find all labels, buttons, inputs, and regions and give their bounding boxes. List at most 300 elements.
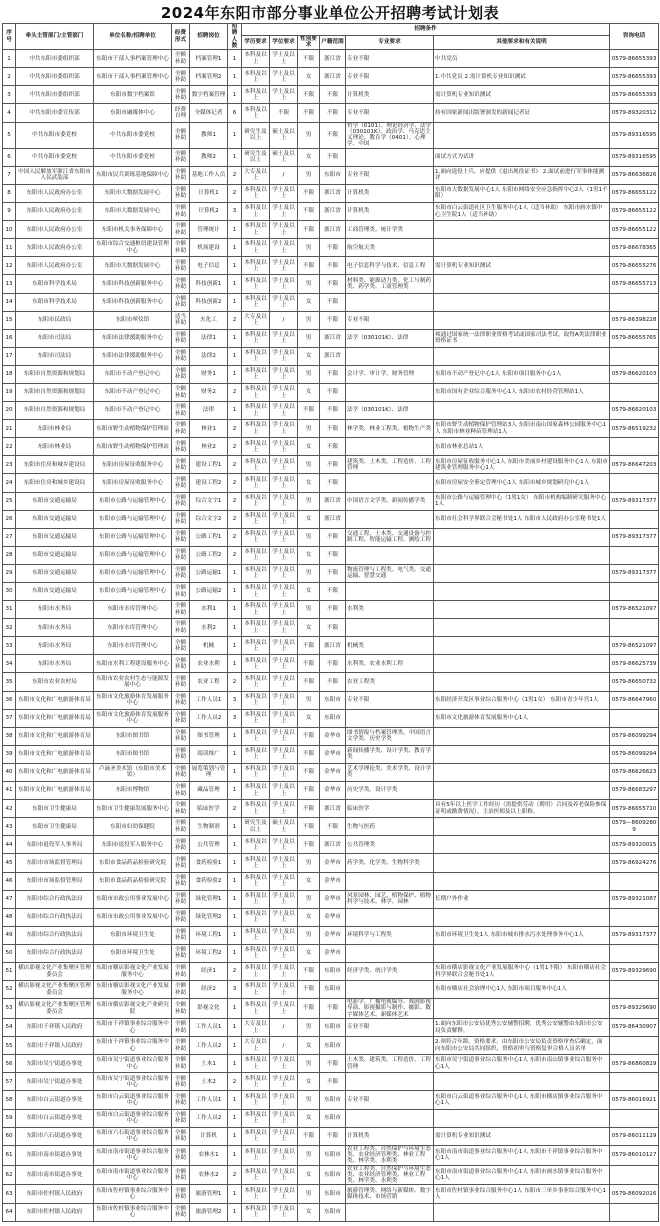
cell-edu: 本科及以上 <box>242 420 270 438</box>
cell-seq: 45 <box>3 854 16 872</box>
cell-position: 公路工程2 <box>190 546 228 564</box>
cell-degree: 学士及以上 <box>270 962 298 980</box>
cell-position: 计算机2 <box>190 203 228 221</box>
cell-phone: 0579-89329690 <box>610 999 659 1019</box>
cell-gender: 不限 <box>298 999 320 1019</box>
cell-phone: 0579-86655710 <box>610 800 659 818</box>
cell-seq: 9 <box>3 203 16 221</box>
cell-unit: 东阳市水库管理中心 <box>94 601 172 619</box>
cell-funding: 全额补助 <box>172 329 190 347</box>
cell-degree: 学士及以上 <box>270 347 298 365</box>
cell-domicile: 不限 <box>320 999 346 1019</box>
cell-degree: 学士及以上 <box>270 601 298 619</box>
cell-degree: 学士及以上 <box>270 926 298 944</box>
cell-gender: 女 <box>298 546 320 564</box>
cell-position: 工作人员1 <box>190 691 228 709</box>
cell-degree: 学士及以上 <box>270 1127 298 1145</box>
cell-degree: 学士及以上 <box>270 836 298 854</box>
cell-other: 需计算机专业知识测试 <box>434 1127 610 1145</box>
cell-edu: 本科及以上 <box>242 872 270 890</box>
cell-unit: 东阳市环境卫生处 <box>94 944 172 962</box>
cell-gender: 不限 <box>298 257 320 275</box>
cell-degree: 学士及以上 <box>270 691 298 709</box>
cell-seq: 59 <box>3 1109 16 1127</box>
cell-gender: 男 <box>298 239 320 257</box>
cell-position: 火化工 <box>190 311 228 329</box>
cell-position: 基地工作人员 <box>190 166 228 184</box>
cell-other: 1.面向东阳市公安局优秀公安辅警招聘，优秀公安辅警由东阳市公安局负责解释。 <box>434 1019 610 1037</box>
cell-count: 2 <box>228 510 242 528</box>
cell-phone: 0579-89317377 <box>610 528 659 546</box>
cell-major <box>346 1037 434 1055</box>
cell-major <box>346 438 434 456</box>
table-row <box>3 944 659 962</box>
cell-domicile: 浙江省 <box>320 492 346 510</box>
cell-major: 环境科学与工程类 <box>346 926 434 944</box>
cell-edu: 本科及以上 <box>242 402 270 420</box>
cell-position: 旅游管理1 <box>190 1185 228 1203</box>
cell-phone <box>610 546 659 564</box>
cell-dept: 东阳市文化和广电旅游体育局 <box>16 745 94 763</box>
cell-position: 农林水2 <box>190 1165 228 1185</box>
cell-position: 法律 <box>190 402 228 420</box>
cell-gender: 女 <box>298 347 320 365</box>
table-row <box>3 275 659 293</box>
cell-degree: 硕士及以上 <box>270 148 298 166</box>
cell-dept: 东阳市吴宁街道办事处 <box>16 1073 94 1091</box>
cell-unit: 东阳市食品药品检验研究院 <box>94 872 172 890</box>
cell-gender: 男 <box>298 601 320 619</box>
cell-degree: 学士及以上 <box>270 944 298 962</box>
cell-count: 2 <box>228 546 242 564</box>
cell-seq: 51 <box>3 962 16 980</box>
table-row <box>3 329 659 347</box>
cell-major: 计算机类 <box>346 86 434 104</box>
cell-dept: 东阳市综合行政执法局 <box>16 944 94 962</box>
cell-count: 1 <box>228 1037 242 1055</box>
cell-gender: 男 <box>298 166 320 184</box>
cell-other <box>434 637 610 655</box>
cell-gender: 男 <box>298 365 320 383</box>
cell-funding: 全额补助 <box>172 601 190 619</box>
cell-dept: 东阳市卫生健康局 <box>16 800 94 818</box>
cell-seq: 49 <box>3 926 16 944</box>
cell-unit: 东阳市数字档案馆 <box>94 86 172 104</box>
cell-other <box>434 347 610 365</box>
cell-major <box>346 709 434 727</box>
cell-major <box>346 1109 434 1127</box>
cell-other <box>434 311 610 329</box>
cell-gender: 不限 <box>298 50 320 68</box>
cell-other: 面试方式为试讲 <box>434 148 610 166</box>
cell-other: 东阳经济开发区事业综合服务中心（1男1女） 东阳市青少年宫1人 <box>434 691 610 709</box>
cell-degree: 学士及以上 <box>270 673 298 691</box>
cell-position: 农业水利 <box>190 655 228 673</box>
cell-count: 1 <box>228 782 242 800</box>
cell-dept: 东阳市自然资源和规划局 <box>16 402 94 420</box>
header-count: 招聘人数 <box>228 24 242 50</box>
cell-position: 临床医学 <box>190 800 228 818</box>
cell-count: 1 <box>228 1145 242 1165</box>
cell-seq: 61 <box>3 1145 16 1165</box>
cell-domicile: 不限 <box>320 293 346 311</box>
cell-dept: 东阳市司法局 <box>16 329 94 347</box>
cell-phone: 0579-86655276 <box>610 257 659 275</box>
cell-domicile: 浙江省 <box>320 347 346 365</box>
cell-gender: 男 <box>298 1019 320 1037</box>
table-row <box>3 239 659 257</box>
cell-other <box>434 727 610 745</box>
cell-degree: 硕士及以上 <box>270 818 298 836</box>
cell-other <box>434 782 610 800</box>
cell-other <box>434 275 610 293</box>
cell-dept: 东阳市文化和广电旅游体育局 <box>16 727 94 745</box>
cell-edu: 研究生及以上 <box>242 148 270 166</box>
cell-dept: 东阳市交通运输局 <box>16 564 94 582</box>
cell-unit: 东阳市南市街道事业综合服务中心 <box>94 1145 172 1165</box>
cell-count: 1 <box>228 221 242 239</box>
cell-edu: 本科及以上 <box>242 763 270 781</box>
table-row <box>3 908 659 926</box>
cell-other: 东阳市国有企业综合服务中心1人 东阳市农村经营管理站1人 <box>434 383 610 401</box>
cell-dept: 东阳市交通运输局 <box>16 546 94 564</box>
cell-position: 土木2 <box>190 1073 228 1091</box>
cell-other <box>434 402 610 420</box>
cell-dept: 东阳市综合行政执法局 <box>16 890 94 908</box>
cell-dept: 东阳市佐村镇人民政府 <box>16 1203 94 1221</box>
cell-degree: / <box>270 166 298 184</box>
cell-degree: 学士及以上 <box>270 800 298 818</box>
cell-phone: 0579-86924276 <box>610 854 659 872</box>
cell-seq: 1 <box>3 50 16 68</box>
cell-phone <box>610 474 659 492</box>
cell-edu: 研究生及以上 <box>242 818 270 836</box>
cell-phone: 0579-89317377 <box>610 926 659 944</box>
cell-gender: 不限 <box>298 203 320 221</box>
table-row <box>3 510 659 528</box>
cell-funding: 全额补助 <box>172 293 190 311</box>
table-row <box>3 257 659 275</box>
cell-degree: 学士及以上 <box>270 293 298 311</box>
cell-funding: 经费自理 <box>172 104 190 122</box>
cell-dept: 东阳市南市街道办事处 <box>16 1145 94 1165</box>
cell-major <box>346 383 434 401</box>
cell-dept: 东阳市千祥镇人民政府 <box>16 1037 94 1055</box>
cell-other: 东阳市房屋安全鉴定管理中心1人 东阳市城乡规划研究中心1人 <box>434 474 610 492</box>
cell-gender: 不限 <box>298 763 320 781</box>
cell-phone <box>610 619 659 637</box>
cell-phone: 0579-89329690 <box>610 962 659 980</box>
cell-phone: 0579-86016921 <box>610 1091 659 1109</box>
cell-unit: 东阳市卫生健康发展服务中心 <box>94 800 172 818</box>
cell-domicile: 金华市 <box>320 926 346 944</box>
cell-position: 工作人员1 <box>190 1019 228 1037</box>
cell-position: 公共管理 <box>190 836 228 854</box>
cell-funding: 全额补助 <box>172 420 190 438</box>
table-row <box>3 438 659 456</box>
cell-dept: 东阳市文化和广电旅游体育局 <box>16 709 94 727</box>
cell-position: 科技创新2 <box>190 293 228 311</box>
cell-unit: 东阳市野生动植物保护管理站 <box>94 438 172 456</box>
cell-domicile: 不限 <box>320 601 346 619</box>
cell-position: 计算机1 <box>190 184 228 202</box>
cell-unit: 东阳市干部人事档案管理中心 <box>94 50 172 68</box>
cell-count: 6 <box>228 104 242 122</box>
cell-other <box>434 763 610 781</box>
cell-other: 东阳市大数据发展中心1人 东阳市网络安全应急指挥中心2人（1男1不限） <box>434 184 610 202</box>
cell-dept: 东阳市农业农村局 <box>16 673 94 691</box>
header-dept: 牵头主管部门/主管部门 <box>16 24 94 50</box>
cell-count: 1 <box>228 365 242 383</box>
cell-domicile: 东阳市 <box>320 691 346 709</box>
cell-major: 专业不限 <box>346 166 434 184</box>
table-row <box>3 365 659 383</box>
cell-seq: 57 <box>3 1073 16 1091</box>
cell-funding: 全额补助 <box>172 583 190 601</box>
cell-count: 1 <box>228 564 242 582</box>
cell-position: 经济1 <box>190 962 228 980</box>
cell-dept: 东阳市林业局 <box>16 420 94 438</box>
table-row <box>3 474 659 492</box>
cell-other <box>434 908 610 926</box>
cell-edu: 本科及以上 <box>242 1109 270 1127</box>
cell-funding: 全额补助 <box>172 564 190 582</box>
cell-phone: 0579-86092016 <box>610 1185 659 1203</box>
cell-unit: 东阳市大数据发展中心 <box>94 257 172 275</box>
table-row <box>3 456 659 474</box>
cell-gender: 女 <box>298 709 320 727</box>
cell-position: 计算机 <box>190 1127 228 1145</box>
table-row <box>3 564 659 582</box>
cell-count: 1 <box>228 257 242 275</box>
cell-phone <box>610 709 659 727</box>
cell-gender: 女 <box>298 438 320 456</box>
cell-edu: 本科及以上 <box>242 68 270 86</box>
cell-seq: 44 <box>3 836 16 854</box>
cell-other: 长期户外作业 <box>434 890 610 908</box>
cell-position: 机场建设 <box>190 239 228 257</box>
cell-funding: 全额补助 <box>172 1185 190 1203</box>
cell-phone: 0579-86521097 <box>610 601 659 619</box>
cell-domicile: 不限 <box>320 474 346 492</box>
cell-dept: 东阳市交通运输局 <box>16 583 94 601</box>
page-title: 2024年东阳市部分事业单位公开招聘考试计划表 <box>160 4 500 22</box>
cell-count: 2 <box>228 800 242 818</box>
cell-count: 1 <box>228 944 242 962</box>
cell-gender: 不限 <box>298 104 320 122</box>
cell-funding: 全额补助 <box>172 727 190 745</box>
cell-seq: 30 <box>3 583 16 601</box>
cell-position: 工作人员1 <box>190 1091 228 1109</box>
cell-gender: 不限 <box>298 836 320 854</box>
cell-degree: 学士及以上 <box>270 782 298 800</box>
cell-other <box>434 999 610 1019</box>
cell-seq: 7 <box>3 166 16 184</box>
cell-position: 工作人员2 <box>190 709 228 727</box>
cell-phone <box>610 1073 659 1091</box>
cell-degree: 学士及以上 <box>270 184 298 202</box>
cell-funding: 全额补助 <box>172 655 190 673</box>
cell-position: 全媒体记者 <box>190 104 228 122</box>
cell-edu: 本科及以上 <box>242 275 270 293</box>
cell-gender: 男 <box>298 492 320 510</box>
cell-gender: 男 <box>298 1185 320 1203</box>
cell-count: 1 <box>228 148 242 166</box>
cell-major: 专业不限 <box>346 1091 434 1109</box>
cell-domicile: 金华市 <box>320 944 346 962</box>
cell-other: 东阳市横店影视文化产业发展服务中心（1男1不限） 东阳市横店社会科学界联合会秘书处1人 <box>434 962 610 980</box>
cell-domicile: 不限 <box>320 673 346 691</box>
cell-dept: 东阳市水务局 <box>16 601 94 619</box>
cell-domicile: 金华市 <box>320 908 346 926</box>
cell-position: 财务2 <box>190 383 228 401</box>
cell-count: 2 <box>228 383 242 401</box>
cell-funding: 全额补助 <box>172 257 190 275</box>
cell-domicile: 不限 <box>320 583 346 601</box>
cell-gender: 不限 <box>298 782 320 800</box>
cell-position: 环境工程1 <box>190 926 228 944</box>
cell-degree: 学士及以上 <box>270 492 298 510</box>
cell-phone: 0579-86678365 <box>610 239 659 257</box>
cell-dept: 东阳市佐村镇人民政府 <box>16 1185 94 1203</box>
cell-major <box>346 944 434 962</box>
cell-seq: 58 <box>3 1091 16 1109</box>
cell-domicile: 浙江省 <box>320 510 346 528</box>
cell-funding: 全额补助 <box>172 709 190 727</box>
cell-funding: 全额补助 <box>172 944 190 962</box>
cell-seq: 54 <box>3 1019 16 1037</box>
table-row <box>3 311 659 329</box>
cell-other: 东阳市环境卫生处1人 东阳市城市排水污水处理事务中心1人 <box>434 926 610 944</box>
cell-gender: 不限 <box>298 818 320 836</box>
cell-other <box>434 583 610 601</box>
cell-seq: 32 <box>3 619 16 637</box>
cell-edu: 本科及以上 <box>242 492 270 510</box>
cell-domicile: 金华市 <box>320 745 346 763</box>
cell-degree: 学士及以上 <box>270 329 298 347</box>
cell-seq: 12 <box>3 257 16 275</box>
cell-major: 机械类 <box>346 637 434 655</box>
cell-unit: 东阳市房屋征收服务中心 <box>94 474 172 492</box>
cell-phone: 0579-86655393 <box>610 68 659 86</box>
cell-count: 1 <box>228 1109 242 1127</box>
cell-unit: 东阳市环境卫生处 <box>94 926 172 944</box>
table-row <box>3 122 659 148</box>
cell-phone <box>610 908 659 926</box>
cell-seq: 36 <box>3 691 16 709</box>
cell-edu: 本科及以上 <box>242 329 270 347</box>
cell-phone: 0579-86620103 <box>610 402 659 420</box>
cell-position: 建设工程1 <box>190 456 228 474</box>
cell-funding: 全额补助 <box>172 926 190 944</box>
cell-major: 专业不限 <box>346 50 434 68</box>
header-degree: 学位要求 <box>270 35 298 49</box>
cell-gender: 不限 <box>298 637 320 655</box>
cell-degree: 学士及以上 <box>270 872 298 890</box>
cell-domicile: 不限 <box>320 383 346 401</box>
cell-position: 水利1 <box>190 601 228 619</box>
cell-dept: 东阳市司法局 <box>16 347 94 365</box>
cell-other: 1.面向退役士兵，应提供《退出现役证书》 2.面试前进行军事体能测评 <box>434 166 610 184</box>
cell-funding: 全额补助 <box>172 438 190 456</box>
cell-unit: 东阳市市政公用事业发展中心 <box>94 908 172 926</box>
cell-domicile: 金华市 <box>320 854 346 872</box>
cell-degree: 学士及以上 <box>270 1109 298 1127</box>
cell-unit: 东阳市公路与运输管理中心 <box>94 583 172 601</box>
cell-edu: 研究生及以上 <box>242 122 270 148</box>
cell-unit: 东阳市不动产登记中心 <box>94 383 172 401</box>
cell-degree: 硕士及以上 <box>270 122 298 148</box>
cell-dept: 东阳市综合行政执法局 <box>16 908 94 926</box>
cell-gender: 不限 <box>298 673 320 691</box>
cell-funding: 全额补助 <box>172 619 190 637</box>
cell-unit: 东阳市科技创新服务中心 <box>94 293 172 311</box>
table-row <box>3 546 659 564</box>
cell-gender: 男 <box>298 1091 320 1109</box>
cell-unit: 东阳市千祥镇事业综合服务中心 <box>94 1037 172 1055</box>
cell-seq: 2 <box>3 68 16 86</box>
cell-seq: 35 <box>3 673 16 691</box>
cell-funding: 全额补助 <box>172 184 190 202</box>
cell-unit: 东阳市图书馆 <box>94 727 172 745</box>
cell-domicile: 东阳市 <box>320 1019 346 1037</box>
table-row <box>3 1203 659 1221</box>
table-row <box>3 1055 659 1073</box>
cell-edu: 本科及以上 <box>242 239 270 257</box>
cell-position: 阅读推广 <box>190 745 228 763</box>
cell-degree: 学士及以上 <box>270 239 298 257</box>
cell-edu: 本科及以上 <box>242 203 270 221</box>
cell-domicile: 不限 <box>320 86 346 104</box>
cell-funding: 全额补助 <box>172 50 190 68</box>
cell-major <box>346 474 434 492</box>
cell-seq: 3 <box>3 86 16 104</box>
cell-gender: 不限 <box>298 184 320 202</box>
cell-count: 1 <box>228 50 242 68</box>
cell-major: 水利类、农业水利工程 <box>346 655 434 673</box>
cell-major: 专业不限 <box>346 691 434 709</box>
cell-dept: 东阳市自然资源和规划局 <box>16 383 94 401</box>
cell-seq: 17 <box>3 347 16 365</box>
cell-phone: 0579-86683297 <box>610 782 659 800</box>
cell-position: 土木1 <box>190 1055 228 1073</box>
cell-other <box>434 745 610 763</box>
cell-phone <box>610 1165 659 1185</box>
cell-domicile: 不限 <box>320 564 346 582</box>
cell-dept: 东阳市科学技术局 <box>16 293 94 311</box>
table-row <box>3 962 659 980</box>
cell-edu: 本科及以上 <box>242 709 270 727</box>
cell-funding: 全额补助 <box>172 763 190 781</box>
cell-unit: 东阳市融媒体中心 <box>94 104 172 122</box>
cell-funding: 全额补助 <box>172 691 190 709</box>
cell-domicile: 东阳市 <box>320 1203 346 1221</box>
cell-other <box>434 564 610 582</box>
cell-unit: 东阳市科技创新服务中心 <box>94 275 172 293</box>
cell-seq: 6 <box>3 148 16 166</box>
cell-dept: 东阳市吴宁街道办事处 <box>16 1055 94 1073</box>
cell-edu: 本科及以上 <box>242 1073 270 1091</box>
table-row <box>3 999 659 1019</box>
cell-dept: 中共东阳市委党校 <box>16 122 94 148</box>
table-row <box>3 492 659 510</box>
cell-count: 1 <box>228 908 242 926</box>
cell-gender: 不限 <box>298 981 320 999</box>
cell-funding: 全额补助 <box>172 836 190 854</box>
cell-major <box>346 347 434 365</box>
cell-domicile: 不限 <box>320 122 346 148</box>
cell-edu: 本科及以上 <box>242 999 270 1019</box>
